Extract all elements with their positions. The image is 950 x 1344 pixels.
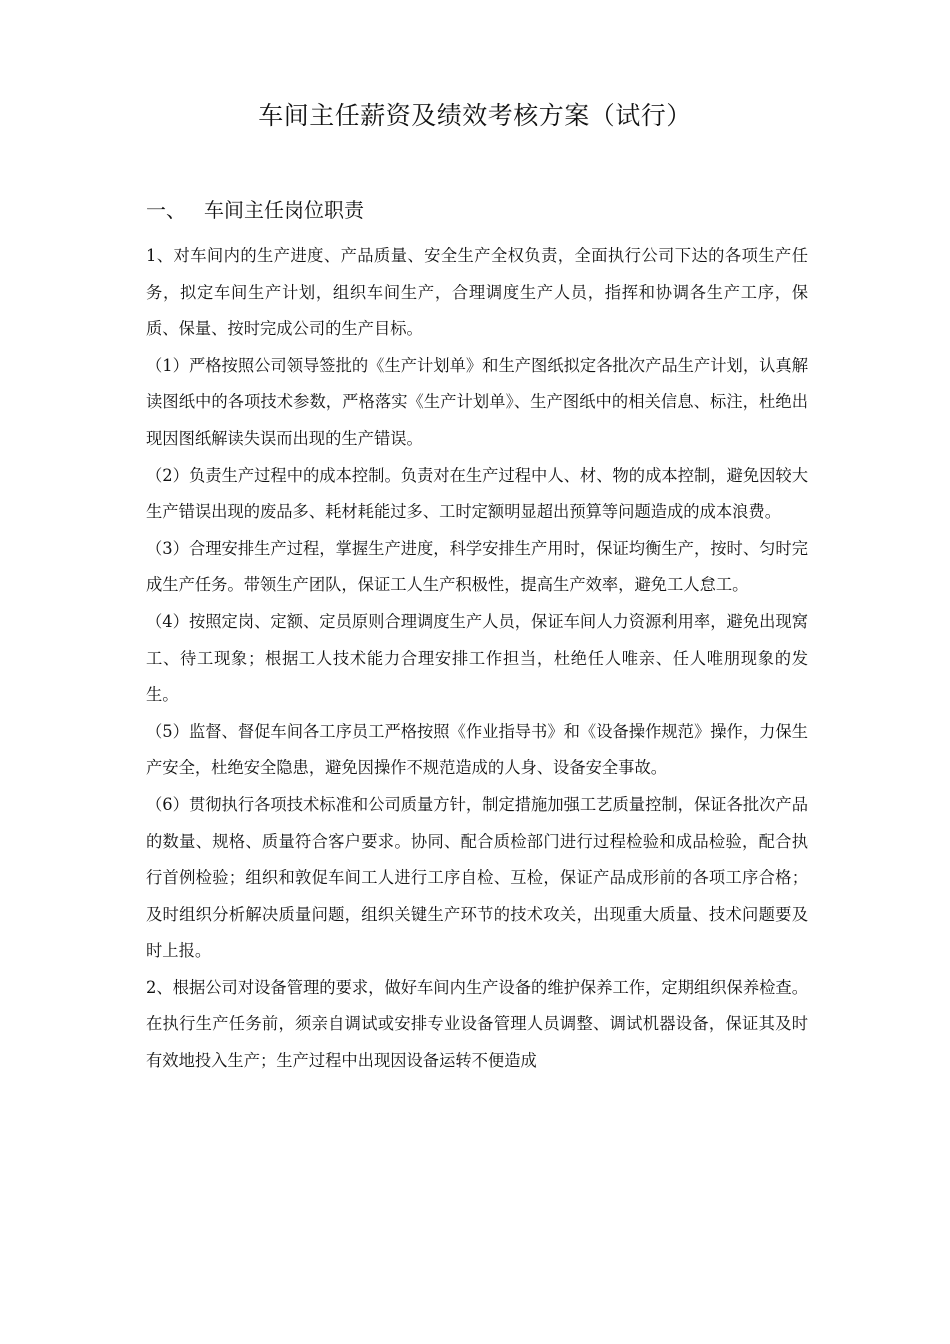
paragraph-duty-1: 1、对车间内的生产进度、产品质量、安全生产全权负责，全面执行公司下达的各项生产任务，拟定车间生产计划，组织车间生产，合理调度生产人员，指挥和协调各生产工序，保质、保量、按时完成公司的生产目标。 bbox=[146, 246, 808, 339]
paragraph-duty-1-3: （3）合理安排生产过程，掌握生产进度，科学安排生产用时，保证均衡生产，按时、匀时完成生产任务。带领生产团队，保证工人生产积极性，提高生产效率，避免工人怠工。 bbox=[146, 538, 808, 595]
document-title: 车间主任薪资及绩效考核方案（试行） bbox=[258, 101, 692, 130]
section-title: 车间主任岗位职责 bbox=[204, 198, 364, 222]
paragraph-duty-1-5: （5）监督、督促车间各工序员工严格按照《作业指导书》和《设备操作规范》操作，力保生产安全，杜绝安全隐患，避免因操作不规范造成的人身、设备安全事故。 bbox=[146, 721, 808, 778]
paragraph-duty-2: 2、根据公司对设备管理的要求，做好车间内生产设备的维护保养工作，定期组织保养检查。在执行生产任务前，须亲自调试或安排专业设备管理人员调整、调试机器设备，保证其及时有效地投入生产；生产过程中出现因设备运转不便造成 bbox=[146, 977, 808, 1071]
section-number: 一、 bbox=[146, 198, 186, 222]
paragraph-duty-1-6: （6）贯彻执行各项技术标准和公司质量方针，制定措施加强工艺质量控制，保证各批次产品的数量、规格、质量符合客户要求。协同、配合质检部门进行过程检验和成品检验，配合执行首例检验；组织和敦促车间工人进行工序自检、互检，保证产品成形前的各项工序合格；及时组织分析解决质量问题，组织关键生产环节的技术攻关，出现重大质量、技术问题要及时上报。 bbox=[146, 794, 808, 961]
paragraph-duty-1-1: （1）严格按照公司领导签批的《生产计划单》和生产图纸拟定各批次产品生产计划，认真解读图纸中的各项技术参数，严格落实《生产计划单》、生产图纸中的相关信息、标注，杜绝出现因图纸解读失误而出现的生产错误。 bbox=[146, 355, 808, 448]
paragraph-duty-1-2: （2）负责生产过程中的成本控制。负责对在生产过程中人、材、物的成本控制，避免因较大生产错误出现的废品多、耗材耗能过多、工时定额明显超出预算等问题造成的成本浪费。 bbox=[146, 465, 808, 522]
paragraph-duty-1-4: （4）按照定岗、定额、定员原则合理调度生产人员，保证车间人力资源利用率，避免出现窝工、待工现象；根据工人技术能力合理安排工作担当，杜绝任人唯亲、任人唯朋现象的发生。 bbox=[146, 611, 808, 705]
body-text bbox=[146, 238, 808, 1080]
section-heading bbox=[146, 192, 364, 228]
